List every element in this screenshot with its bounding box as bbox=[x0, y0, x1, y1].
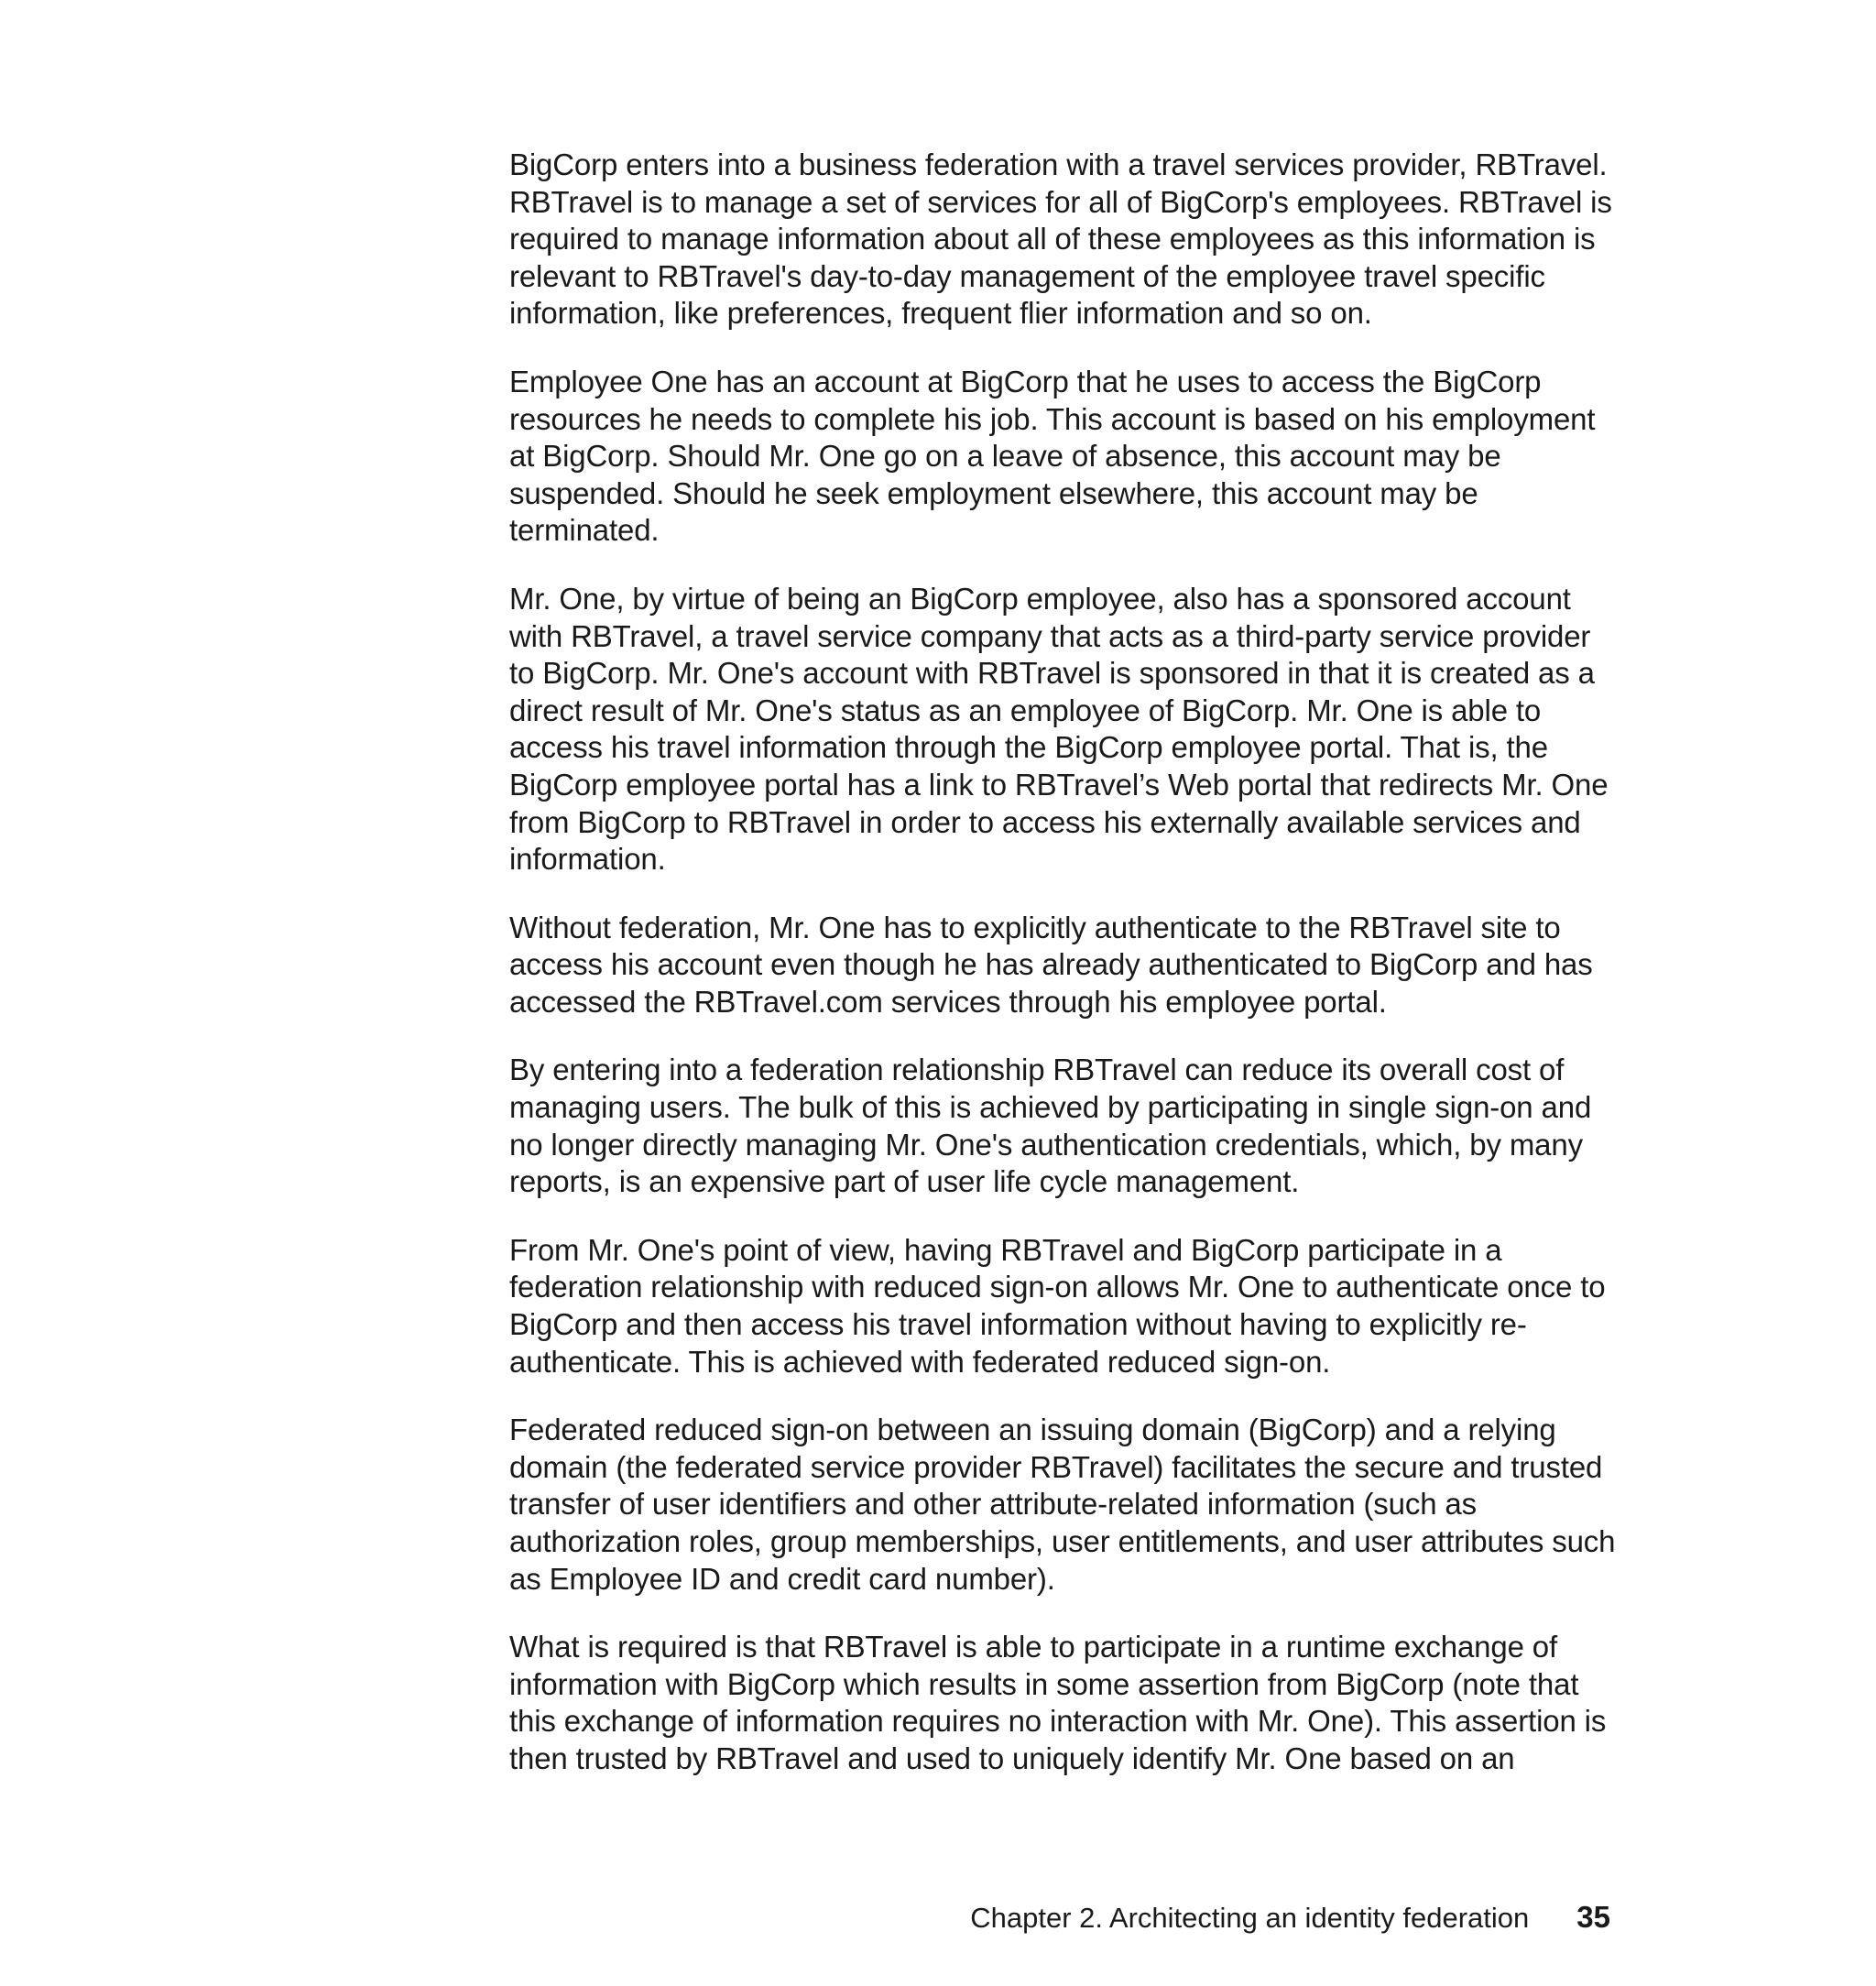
paragraph-sponsored-account: Mr. One, by virtue of being an BigCorp employee, also has a sponsored account with RBTravel, a travel service company that acts as a third-party service provider to BigCorp. Mr. One's account with RBTravel is sponsored in that it is created as a direct result of Mr. One's status as an employee of BigCorp. Mr. One is able to access his travel information through the BigCorp employee portal. That is, the BigCorp employee portal has a link to RBTravel’s Web portal that redirects Mr. One from BigCorp to RBTravel in order to access his externally available services and information. bbox=[509, 581, 1609, 877]
paragraph-reduced-sign-on: Federated reduced sign-on between an issuing domain (BigCorp) and a relying domain (the federated service provider RBTravel) facilitates the secure and trusted transfer of user identifiers and other attribute-related information (such as authorization roles, group memberships, user entitlements, and user attributes such as Employee ID and credit card number). bbox=[509, 1413, 1616, 1596]
paragraph-without-federation: Without federation, Mr. One has to explicitly authenticate to the RBTravel site to access his account even though he has already authenticated to BigCorp and has accessed the RBTravel.com services through his employee portal. bbox=[509, 910, 1593, 1019]
paragraph-employee-account: Employee One has an account at BigCorp that he uses to access the BigCorp resources he needs to complete his job. This account is based on his employment at BigCorp. Should Mr. One go on a leave of absence, this account may be suspended. Should he seek employment elsewhere, this account may be terminated. bbox=[509, 364, 1596, 548]
paragraph-reduce-cost: By entering into a federation relationship RBTravel can reduce its overall cost of managing users. The bulk of this is achieved by participating in single sign-on and no longer directly managing Mr. One's authentication credentials, which, by many reports, is an expensive part of user life cycle management. bbox=[509, 1053, 1592, 1199]
paragraph-bigcorp-federation: BigCorp enters into a business federation with a travel services provider, RBTravel. RBTravel is to manage a set of services for all of BigCorp's employees. RBTravel is required to manage information about all of these employees as this information is relevant to RBTravel's day-to-day management of the employee travel specific information, like preferences, frequent flier information and so on. bbox=[509, 147, 1612, 331]
page-footer bbox=[970, 1900, 1610, 1935]
paragraph-point-of-view: From Mr. One's point of view, having RBTravel and BigCorp participate in a federation relationship with reduced sign-on allows Mr. One to authenticate once to BigCorp and then access his travel information without having to explicitly re-authenticate. This is achieved with federated reduced sign-on. bbox=[509, 1232, 1606, 1379]
body-text bbox=[509, 147, 1618, 1809]
chapter-title: Chapter 2. Architecting an identity federation bbox=[970, 1902, 1530, 1934]
paragraph-runtime-exchange: What is required is that RBTravel is able to participate in a runtime exchange of information with BigCorp which results in some assertion from BigCorp (note that this exchange of information requires no interaction with Mr. One). This assertion is then trusted by RBTravel and used to uniquely identify Mr. One based on an bbox=[509, 1630, 1607, 1775]
page-number: 35 bbox=[1576, 1900, 1610, 1934]
